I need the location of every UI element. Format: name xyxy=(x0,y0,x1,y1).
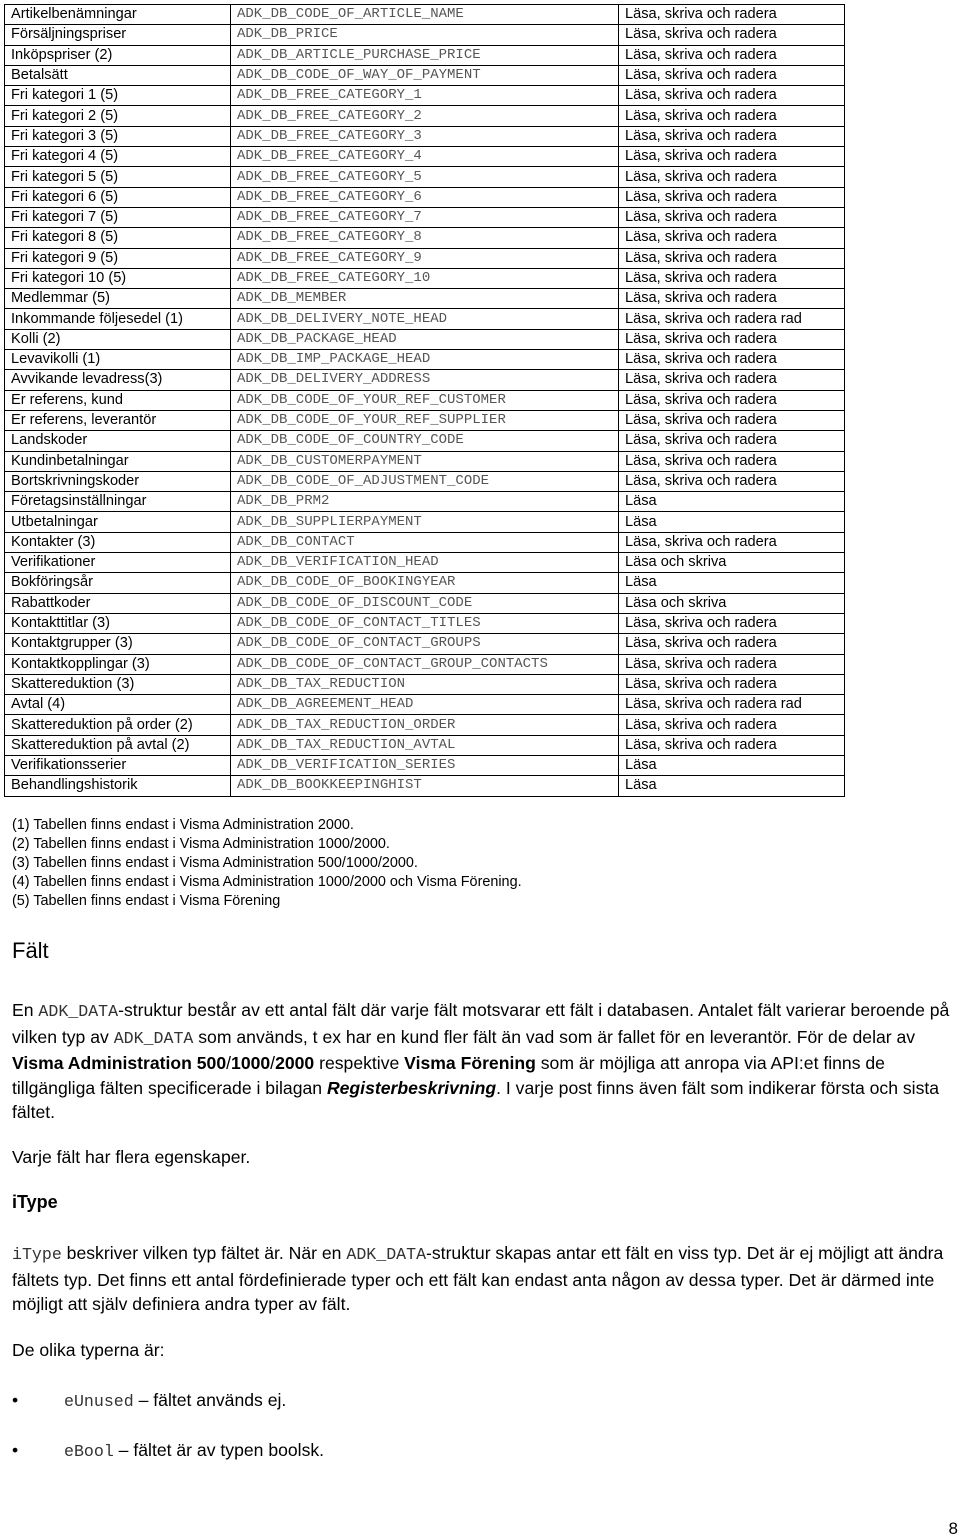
access-rights-cell: Läsa, skriva och radera xyxy=(619,329,845,349)
register-name-cell: Er referens, kund xyxy=(5,390,231,410)
register-name-cell: Verifikationsserier xyxy=(5,755,231,775)
access-rights-cell: Läsa, skriva och radera xyxy=(619,634,845,654)
register-name-cell: Kontakttitlar (3) xyxy=(5,613,231,633)
constant-name-cell: ADK_DB_FREE_CATEGORY_4 xyxy=(231,147,619,167)
constant-name-cell: ADK_DB_FREE_CATEGORY_6 xyxy=(231,187,619,207)
table-row xyxy=(5,65,845,85)
table-row xyxy=(5,695,845,715)
table-row xyxy=(5,634,845,654)
constant-name-cell: ADK_DB_FREE_CATEGORY_10 xyxy=(231,268,619,288)
register-name-cell: Kundinbetalningar xyxy=(5,451,231,471)
access-rights-cell: Läsa, skriva och radera xyxy=(619,370,845,390)
access-rights-cell: Läsa, skriva och radera xyxy=(619,289,845,309)
constant-name-cell: ADK_DB_FREE_CATEGORY_1 xyxy=(231,86,619,106)
register-name-cell: Bortskrivningskoder xyxy=(5,471,231,491)
access-rights-cell: Läsa, skriva och radera xyxy=(619,45,845,65)
table-row xyxy=(5,86,845,106)
constant-name-cell: ADK_DB_FREE_CATEGORY_7 xyxy=(231,207,619,227)
register-name-cell: Fri kategori 4 (5) xyxy=(5,147,231,167)
section-heading-falt: Fält xyxy=(12,938,49,963)
table-row xyxy=(5,471,845,491)
constant-name-cell: ADK_DB_DELIVERY_ADDRESS xyxy=(231,370,619,390)
constant-name-cell: ADK_DB_CUSTOMERPAYMENT xyxy=(231,451,619,471)
bullet-icon: • xyxy=(12,1440,19,1460)
table-row xyxy=(5,755,845,775)
table-row xyxy=(5,654,845,674)
register-name-cell: Kontaktkopplingar (3) xyxy=(5,654,231,674)
table-row xyxy=(5,248,845,268)
table-row xyxy=(5,207,845,227)
text: En xyxy=(12,1000,39,1020)
register-name-cell: Levavikolli (1) xyxy=(5,350,231,370)
constant-name-cell: ADK_DB_FREE_CATEGORY_9 xyxy=(231,248,619,268)
table-row xyxy=(5,431,845,451)
table-row xyxy=(5,106,845,126)
table-row xyxy=(5,289,845,309)
table-row xyxy=(5,593,845,613)
table-row xyxy=(5,390,845,410)
register-name-cell: Verifikationer xyxy=(5,553,231,573)
table-row xyxy=(5,776,845,796)
constant-name-cell: ADK_DB_FREE_CATEGORY_5 xyxy=(231,167,619,187)
access-rights-cell: Läsa, skriva och radera xyxy=(619,25,845,45)
register-name-cell: Fri kategori 5 (5) xyxy=(5,167,231,187)
access-rights-cell: Läsa, skriva och radera xyxy=(619,207,845,227)
register-name-cell: Fri kategori 8 (5) xyxy=(5,228,231,248)
access-rights-cell: Läsa xyxy=(619,776,845,796)
constant-name-cell: ADK_DB_CODE_OF_YOUR_REF_CUSTOMER xyxy=(231,390,619,410)
access-rights-cell: Läsa, skriva och radera xyxy=(619,532,845,552)
access-rights-cell: Läsa xyxy=(619,755,845,775)
register-name-cell: Avtal (4) xyxy=(5,695,231,715)
access-rights-cell: Läsa, skriva och radera xyxy=(619,65,845,85)
constant-name-cell: ADK_DB_DELIVERY_NOTE_HEAD xyxy=(231,309,619,329)
product-name: 2000 xyxy=(275,1053,315,1073)
table-row xyxy=(5,268,845,288)
access-rights-cell: Läsa, skriva och radera xyxy=(619,86,845,106)
table-row xyxy=(5,553,845,573)
access-rights-cell: Läsa, skriva och radera rad xyxy=(619,695,845,715)
table-row xyxy=(5,5,845,25)
database-table-body xyxy=(5,5,845,797)
code-adk-data: ADK_DATA xyxy=(113,1028,194,1048)
register-name-cell: Landskoder xyxy=(5,431,231,451)
types-intro: De olika typerna är: xyxy=(12,1340,165,1360)
register-name-cell: Fri kategori 7 (5) xyxy=(5,207,231,227)
access-rights-cell: Läsa, skriva och radera xyxy=(619,228,845,248)
footnote: (5) Tabellen finns endast i Visma Förening xyxy=(12,893,281,910)
itype-heading: iType xyxy=(12,1192,58,1212)
access-rights-cell: Läsa, skriva och radera xyxy=(619,350,845,370)
table-row xyxy=(5,674,845,694)
register-name-cell: Medlemmar (5) xyxy=(5,289,231,309)
type-description: – fältet är av typen boolsk. xyxy=(113,1440,325,1460)
table-row xyxy=(5,147,845,167)
constant-name-cell: ADK_DB_AGREEMENT_HEAD xyxy=(231,695,619,715)
constant-name-cell: ADK_DB_TAX_REDUCTION xyxy=(231,674,619,694)
access-rights-cell: Läsa, skriva och radera xyxy=(619,410,845,430)
constant-name-cell: ADK_DB_CODE_OF_CONTACT_GROUP_CONTACTS xyxy=(231,654,619,674)
register-name-cell: Avvikande levadress(3) xyxy=(5,370,231,390)
register-name-cell: Kolli (2) xyxy=(5,329,231,349)
table-row xyxy=(5,228,845,248)
product-name: 1000 xyxy=(231,1053,271,1073)
register-name-cell: Fri kategori 3 (5) xyxy=(5,126,231,146)
constant-name-cell: ADK_DB_BOOKKEEPINGHIST xyxy=(231,776,619,796)
type-code: eUnused xyxy=(64,1392,134,1411)
register-name-cell: Företagsinställningar xyxy=(5,492,231,512)
access-rights-cell: Läsa xyxy=(619,573,845,593)
constant-name-cell: ADK_DB_TAX_REDUCTION_AVTAL xyxy=(231,735,619,755)
constant-name-cell: ADK_DB_IMP_PACKAGE_HEAD xyxy=(231,350,619,370)
page-number: 8 xyxy=(948,1519,958,1538)
table-row xyxy=(5,25,845,45)
bullet-icon: • xyxy=(12,1390,19,1410)
access-rights-cell: Läsa, skriva och radera xyxy=(619,248,845,268)
table-row xyxy=(5,613,845,633)
register-name-cell: Rabattkoder xyxy=(5,593,231,613)
register-name-cell: Utbetalningar xyxy=(5,512,231,532)
constant-name-cell: ADK_DB_FREE_CATEGORY_3 xyxy=(231,126,619,146)
product-name: Visma Förening xyxy=(404,1053,536,1073)
access-rights-cell: Läsa, skriva och radera xyxy=(619,126,845,146)
register-name-cell: Skattereduktion på avtal (2) xyxy=(5,735,231,755)
constant-name-cell: ADK_DB_CODE_OF_CONTACT_GROUPS xyxy=(231,634,619,654)
register-name-cell: Kontaktgrupper (3) xyxy=(5,634,231,654)
access-rights-cell: Läsa, skriva och radera xyxy=(619,613,845,633)
access-rights-cell: Läsa, skriva och radera xyxy=(619,106,845,126)
access-rights-cell: Läsa, skriva och radera xyxy=(619,390,845,410)
table-row xyxy=(5,735,845,755)
constant-name-cell: ADK_DB_CODE_OF_WAY_OF_PAYMENT xyxy=(231,65,619,85)
table-row xyxy=(5,532,845,552)
constant-name-cell: ADK_DB_VERIFICATION_HEAD xyxy=(231,553,619,573)
constant-name-cell: ADK_DB_CODE_OF_DISCOUNT_CODE xyxy=(231,593,619,613)
constant-name-cell: ADK_DB_CODE_OF_YOUR_REF_SUPPLIER xyxy=(231,410,619,430)
constant-name-cell: ADK_DB_CODE_OF_BOOKINGYEAR xyxy=(231,573,619,593)
text: respektive xyxy=(314,1053,405,1073)
text: -struktur består av ett antal fält där varje fält motsvarar ett fält i databasen. Antalet fält varierar beroende på vilken typ av xyxy=(12,1000,950,1047)
constant-name-cell: ADK_DB_FREE_CATEGORY_2 xyxy=(231,106,619,126)
footnote: (4) Tabellen finns endast i Visma Administration 1000/2000 och Visma Förening. xyxy=(12,874,522,891)
code-adk-data: ADK_DATA xyxy=(38,1002,119,1021)
text: . I varje post finns även fält som indikerar första och sista fältet. xyxy=(12,1077,940,1122)
constant-name-cell: ADK_DB_FREE_CATEGORY_8 xyxy=(231,228,619,248)
access-rights-cell: Läsa, skriva och radera xyxy=(619,268,845,288)
product-name: Visma Administration 500 xyxy=(12,1053,227,1073)
text: som används, t ex har en kund fler fält än vad som är fallet för en leverantör. För de delar av xyxy=(193,1026,916,1047)
access-rights-cell: Läsa, skriva och radera rad xyxy=(619,309,845,329)
text: / xyxy=(226,1053,232,1073)
table-row xyxy=(5,167,845,187)
constant-name-cell: ADK_DB_CODE_OF_ARTICLE_NAME xyxy=(231,5,619,25)
constant-name-cell: ADK_DB_SUPPLIERPAYMENT xyxy=(231,512,619,532)
code-itype: iType xyxy=(12,1245,62,1264)
itype-paragraph xyxy=(12,1241,958,1317)
access-rights-cell: Läsa, skriva och radera xyxy=(619,654,845,674)
list-item xyxy=(0,1388,324,1438)
register-name-cell: Kontakter (3) xyxy=(5,532,231,552)
table-row xyxy=(5,309,845,329)
table-row xyxy=(5,126,845,146)
register-name-cell: Fri kategori 1 (5) xyxy=(5,86,231,106)
access-rights-cell: Läsa, skriva och radera xyxy=(619,674,845,694)
access-rights-cell: Läsa och skriva xyxy=(619,553,845,573)
list-item xyxy=(0,1438,324,1488)
register-name-cell: Artikelbenämningar xyxy=(5,5,231,25)
table-row xyxy=(5,329,845,349)
register-name-cell: Fri kategori 9 (5) xyxy=(5,248,231,268)
appendix-reference: Registerbeskrivning xyxy=(326,1077,497,1098)
properties-paragraph: Varje fält har flera egenskaper. xyxy=(12,1147,251,1167)
type-list xyxy=(0,1388,324,1488)
access-rights-cell: Läsa, skriva och radera xyxy=(619,167,845,187)
constant-name-cell: ADK_DB_VERIFICATION_SERIES xyxy=(231,755,619,775)
constant-name-cell: ADK_DB_CODE_OF_COUNTRY_CODE xyxy=(231,431,619,451)
table-row xyxy=(5,451,845,471)
text: som är möjliga att anropa via API:et finns de tillgängliga fälten specificerade i bilagan xyxy=(12,1053,885,1098)
table-row xyxy=(5,715,845,735)
table-row xyxy=(5,350,845,370)
register-name-cell: Fri kategori 2 (5) xyxy=(5,106,231,126)
text: -struktur skapas antar ett fält en viss typ. Det är ej möjligt att ändra fältets typ. Det finns ett antal fördefinierade typer och ett fält kan endast anta någon av dessa typer. Det är därmed inte möjligt att själv definiera andra typer av fält. xyxy=(12,1243,944,1314)
constant-name-cell: ADK_DB_CONTACT xyxy=(231,532,619,552)
footnote: (2) Tabellen finns endast i Visma Administration 1000/2000. xyxy=(12,836,390,853)
access-rights-cell: Läsa, skriva och radera xyxy=(619,735,845,755)
register-name-cell: Skattereduktion (3) xyxy=(5,674,231,694)
footnotes xyxy=(12,816,522,911)
table-row xyxy=(5,573,845,593)
constant-name-cell: ADK_DB_CODE_OF_CONTACT_TITLES xyxy=(231,613,619,633)
constant-name-cell: ADK_DB_PRM2 xyxy=(231,492,619,512)
constant-name-cell: ADK_DB_TAX_REDUCTION_ORDER xyxy=(231,715,619,735)
register-name-cell: Försäljningspriser xyxy=(5,25,231,45)
table-row xyxy=(5,410,845,430)
database-table xyxy=(4,4,845,797)
text: / xyxy=(270,1053,276,1073)
table-row xyxy=(5,45,845,65)
access-rights-cell: Läsa xyxy=(619,492,845,512)
register-name-cell: Fri kategori 6 (5) xyxy=(5,187,231,207)
access-rights-cell: Läsa, skriva och radera xyxy=(619,431,845,451)
register-name-cell: Inköpspriser (2) xyxy=(5,45,231,65)
footnote: (3) Tabellen finns endast i Visma Administration 500/1000/2000. xyxy=(12,855,418,872)
intro-paragraph xyxy=(12,998,958,1125)
access-rights-cell: Läsa, skriva och radera xyxy=(619,471,845,491)
access-rights-cell: Läsa, skriva och radera xyxy=(619,715,845,735)
access-rights-cell: Läsa, skriva och radera xyxy=(619,147,845,167)
constant-name-cell: ADK_DB_CODE_OF_ADJUSTMENT_CODE xyxy=(231,471,619,491)
constant-name-cell: ADK_DB_PRICE xyxy=(231,25,619,45)
table-row xyxy=(5,512,845,532)
register-name-cell: Fri kategori 10 (5) xyxy=(5,268,231,288)
access-rights-cell: Läsa, skriva och radera xyxy=(619,451,845,471)
access-rights-cell: Läsa och skriva xyxy=(619,593,845,613)
constant-name-cell: ADK_DB_PACKAGE_HEAD xyxy=(231,329,619,349)
constant-name-cell: ADK_DB_MEMBER xyxy=(231,289,619,309)
constant-name-cell: ADK_DB_ARTICLE_PURCHASE_PRICE xyxy=(231,45,619,65)
type-code: eBool xyxy=(64,1442,114,1461)
register-name-cell: Inkommande följesedel (1) xyxy=(5,309,231,329)
code-adk-data: ADK_DATA xyxy=(346,1245,427,1264)
register-name-cell: Er referens, leverantör xyxy=(5,410,231,430)
register-name-cell: Skattereduktion på order (2) xyxy=(5,715,231,735)
register-name-cell: Betalsätt xyxy=(5,65,231,85)
access-rights-cell: Läsa, skriva och radera xyxy=(619,187,845,207)
access-rights-cell: Läsa, skriva och radera xyxy=(619,5,845,25)
table-row xyxy=(5,492,845,512)
type-description: – fältet används ej. xyxy=(133,1390,287,1410)
access-rights-cell: Läsa xyxy=(619,512,845,532)
text: beskriver vilken typ fältet är. När en xyxy=(61,1243,347,1263)
register-name-cell: Bokföringsår xyxy=(5,573,231,593)
register-name-cell: Behandlingshistorik xyxy=(5,776,231,796)
table-row xyxy=(5,370,845,390)
footnote: (1) Tabellen finns endast i Visma Administration 2000. xyxy=(12,817,354,833)
table-row xyxy=(5,187,845,207)
